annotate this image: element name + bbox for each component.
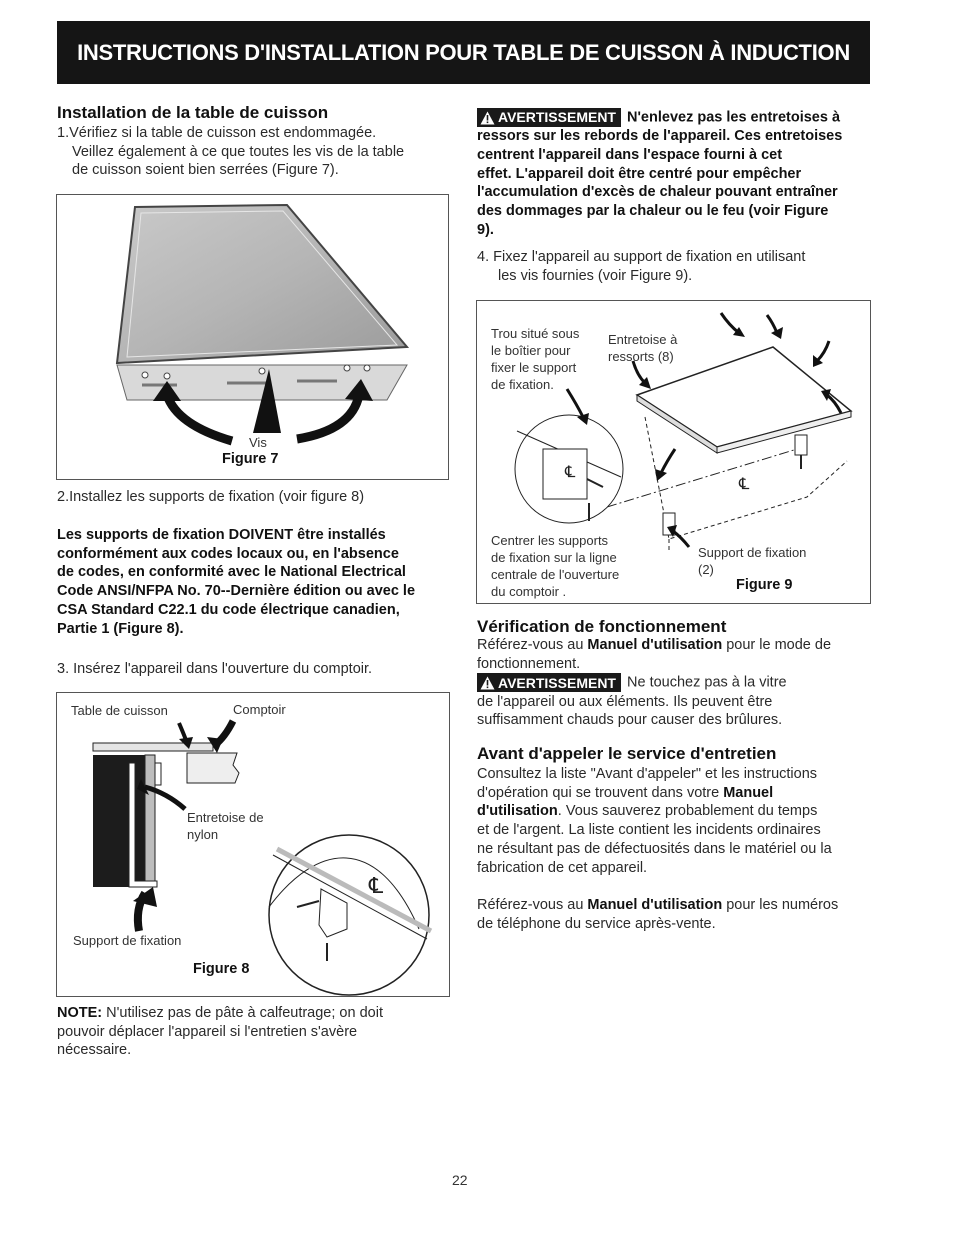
warning-triangle-icon (480, 111, 495, 125)
service-paragraph (477, 765, 872, 877)
step4-line: 4. Fixez l'appareil au support de fixation en utilisant (477, 249, 806, 265)
label-line: (2) (698, 562, 714, 577)
label-table-de-cuisson: Table de cuisson (71, 703, 168, 718)
install-heading: Installation de la table de cuisson (57, 103, 329, 122)
mounting-warning-line: de codes, en conformité avec le National Electrical (57, 564, 406, 581)
warning-line: ressors sur les rebords de l'appareil. Ces entretoises (477, 128, 843, 145)
step1-text (57, 124, 404, 180)
warning-line: effet. L'appareil doit être centré pour empêcher (477, 165, 802, 182)
step3-text: 3. Insérez l'appareil dans l'ouverture du comptoir. (57, 661, 373, 677)
label-vis: Vis (249, 435, 267, 450)
verif-text: Référez-vous au (477, 637, 588, 653)
label-line: Entretoise de (187, 810, 264, 825)
service-manual-ref: Manuel (723, 784, 774, 801)
warning-badge-label: AVERTISSEMENT (498, 109, 616, 126)
label-line: le boîtier pour (491, 343, 571, 358)
note-paragraph (57, 1004, 383, 1060)
ref-text: Référez-vous au (477, 897, 588, 913)
verif-heading: Vérification de fonctionnement (477, 617, 727, 636)
service-text: . Vous sauverez probablement du temps (557, 803, 818, 820)
verif-text: pour le mode de (722, 637, 832, 653)
step4-text (477, 248, 805, 285)
warning-line: 9). (477, 221, 494, 238)
note-label: NOTE: (57, 1005, 103, 1021)
warning-line: des dommages par la chaleur ou le feu (voir Figure (477, 203, 829, 220)
step2-text: 2.Installez les supports de fixation (voir figure 8) (57, 489, 365, 505)
svg-text:℄: ℄ (565, 464, 576, 481)
label-line: de fixation. (491, 377, 554, 392)
warning-line: centrent l'appareil dans l'espace fourni à cet (477, 146, 783, 163)
service-line: fabrication de cet appareil. (477, 859, 648, 876)
verif-paragraph (477, 636, 872, 730)
warning-badge-2 (477, 673, 621, 692)
warning2-line: suffisamment chauds pour causer des brûlures. (477, 712, 783, 729)
verif-text: fonctionnement. (477, 655, 581, 672)
label-support-fixation: Support de fixation (73, 933, 182, 948)
figure-9 (476, 300, 871, 604)
warning-triangle-icon (480, 676, 495, 690)
service-heading: Avant d'appeler le service d'entretien (477, 744, 777, 763)
service-text: d'opération qui se trouvent dans votre (477, 784, 724, 801)
warning-line: N'enlevez pas les entretoises à (622, 109, 841, 126)
warning2-text: Ne touchez pas à la vitre (622, 674, 787, 691)
service-line: et de l'argent. La liste contient les incidents ordinaires (477, 822, 821, 839)
svg-text:℄: ℄ (739, 476, 750, 493)
warning2-line: de l'appareil ou aux éléments. Ils peuvent être (477, 693, 773, 710)
service-manual-ref: d'utilisation (477, 803, 558, 820)
step1-line: 1.Vérifiez si la table de cuisson est endommagée. (57, 125, 377, 141)
note-line: pouvoir déplacer l'appareil si l'entretien s'avère (57, 1023, 358, 1040)
svg-text:℄: ℄ (369, 873, 384, 898)
figure-8 (56, 692, 450, 997)
step1-line: de cuisson soient bien serrées (Figure 7). (72, 162, 339, 179)
page-title-banner (57, 21, 870, 84)
label-trou (491, 325, 579, 393)
warning-spacers (477, 108, 872, 239)
label-line: Trou situé sous (491, 326, 580, 341)
ref-text: pour les numéros (722, 897, 839, 913)
label-entretoise-ressorts (608, 331, 677, 365)
figure-8-caption: Figure 8 (193, 961, 250, 977)
label-centrer (491, 532, 619, 600)
label-line: de fixation sur la ligne (491, 550, 617, 565)
mounting-warning-line: Les supports de fixation DOIVENT être installés (57, 527, 386, 543)
page-title: INSTRUCTIONS D'INSTALLATION POUR TABLE DE CUISSON À INDUCTION (77, 39, 850, 65)
mounting-warning-line: conformément aux codes locaux ou, en l'absence (57, 545, 399, 562)
label-entretoise-nylon (187, 809, 264, 843)
mounting-warning-line: Partie 1 (Figure 8). (57, 620, 184, 637)
label-line: fixer le support (491, 360, 577, 375)
mounting-illustration (57, 693, 449, 996)
service-line: Consultez la liste "Avant d'appeler" et les instructions (477, 766, 818, 782)
step4-line: les vis fournies (voir Figure 9). (498, 267, 693, 284)
figure-7 (56, 194, 449, 480)
label-line: Support de fixation (698, 545, 807, 560)
warning-line: l'accumulation d'excès de chaleur pouvant entraîner (477, 184, 838, 201)
ref-manual-ref: Manuel d'utilisation (587, 897, 723, 913)
step1-line: Veillez également à ce que toutes les vis de la table (72, 143, 405, 160)
service-line: ne résultant pas de défectuosités dans le matériel ou la (477, 840, 832, 857)
page-number: 22 (452, 1172, 468, 1188)
verif-manual-ref: Manuel d'utilisation (587, 637, 723, 653)
label-support-fixation-2 (698, 544, 806, 578)
label-line: centrale de l'ouverture (491, 567, 620, 582)
ref-text: de téléphone du service après-vente. (477, 915, 716, 932)
label-comptoir: Comptoir (233, 702, 286, 717)
label-line: nylon (187, 827, 219, 842)
label-line: Centrer les supports (491, 533, 609, 548)
mounting-warning (57, 526, 415, 638)
figure-9-caption: Figure 9 (736, 577, 793, 593)
reference-paragraph (477, 896, 872, 933)
label-line: Entretoise à (608, 332, 678, 347)
figure-7-caption: Figure 7 (222, 451, 279, 467)
mounting-warning-line: Code ANSI/NFPA No. 70--Dernière édition ou avec le (57, 583, 416, 600)
label-line: ressorts (8) (608, 349, 674, 364)
warning-badge (477, 108, 621, 127)
note-line: N'utilisez pas de pâte à calfeutrage; on doit (102, 1005, 383, 1021)
mounting-warning-line: CSA Standard C22.1 du code électrique canadien, (57, 601, 400, 618)
label-line: du comptoir . (491, 584, 567, 599)
note-line: nécessaire. (57, 1042, 132, 1059)
warning-badge-label: AVERTISSEMENT (498, 674, 616, 691)
